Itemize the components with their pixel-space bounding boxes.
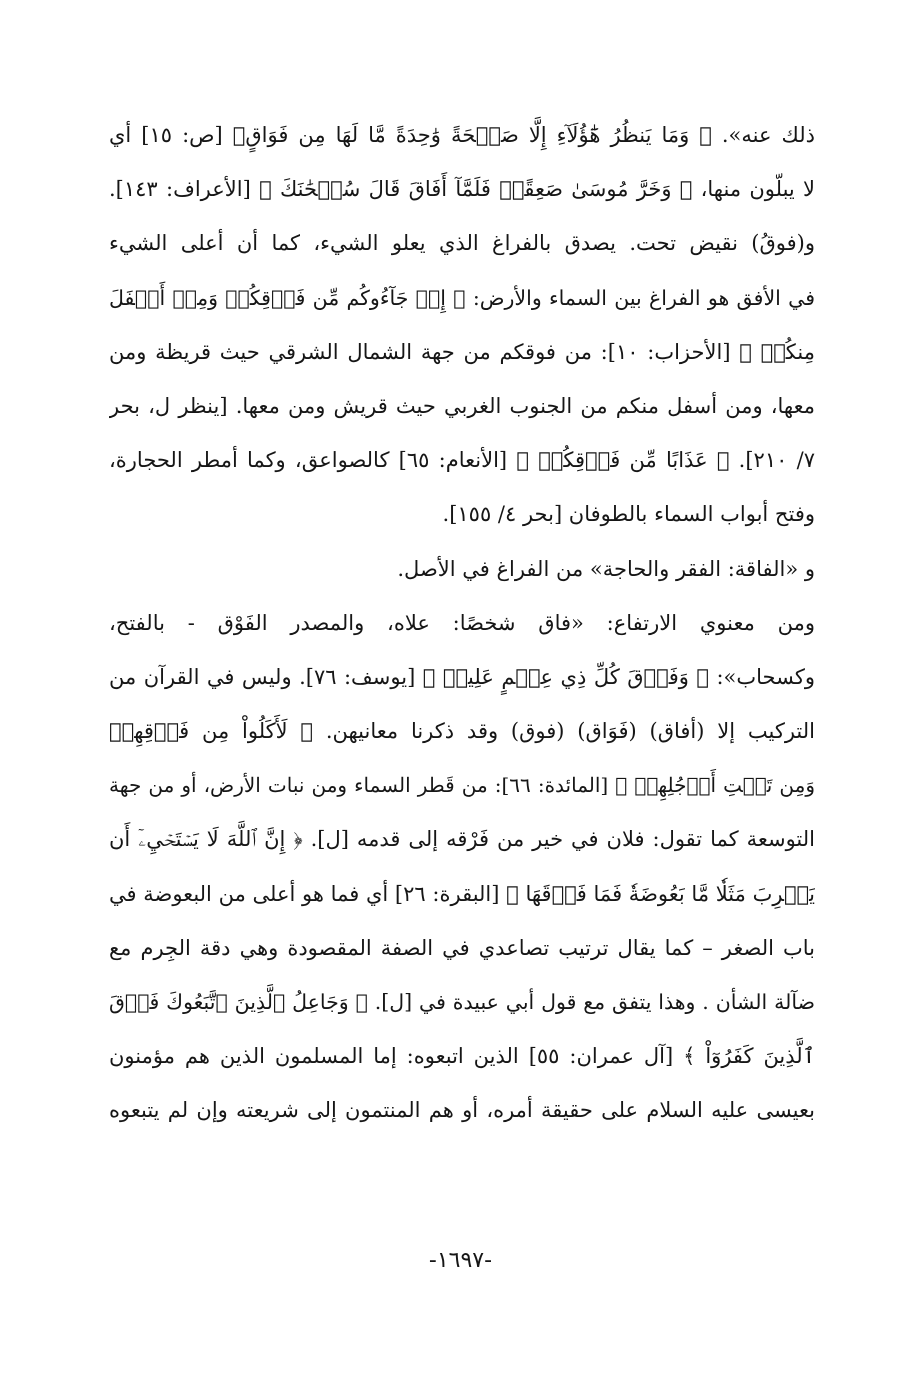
text-line: ذلك عنه». ﴿ وَمَا يَنظُرُ هَٰٓؤُلَآءِ إِلَّا صَيۡحَةً وَٰحِدَةً مَّا لَهَا مِن فَوَاقٍ﴾ [ص: ١٥] أي <box>109 123 815 147</box>
text-line: ٱلَّذِينَ كَفَرُوٓاْ ﴾ [آل عمران: ٥٥] الذين اتبعوه: إما المسلمون الذين هم مؤمنون <box>109 1044 815 1069</box>
text-line: مِنكُمۡ ﴾ [الأحزاب: ١٠]: من فوقكم من جهة الشمال الشرقي حيث قريظة ومن <box>109 339 815 364</box>
text-line: وفتح أبواب السماء بالطوفان [بحر ٤/ ١٥٥]. <box>442 502 815 527</box>
text-line: في الأفق هو الفراغ بين السماء والأرض: ﴿ إِذۡ جَآءُوكُم مِّن فَوۡقِكُمۡ وَمِنۡ أَسۡفَلَ <box>109 285 815 310</box>
text-line: يَضۡرِبَ مَثَلٗا مَّا بَعُوضَةٗ فَمَا فَوۡقَهَا ﴾ [البقرة: ٢٦] أي فما هو أعلى من البعوضة في <box>109 881 815 906</box>
text-line: التركيب إلا (أفاق) (فَوَاق) (فوق) وقد ذكرنا معانيهن. ﴿ لَأَكَلُواْ مِن فَوۡقِهِمۡ <box>109 719 815 744</box>
text-line: باب الصغر – كما يقال ترتيب تصاعدي في الصفة المقصودة وهي دقة الجِرم مع <box>109 935 815 960</box>
page-body <box>109 108 815 1228</box>
text-line: ومن معنوي الارتفاع: «فاق شخصًا: علاه، والمصدر الفَوْق - بالفتح، <box>109 610 815 635</box>
text-line: و «الفاقة: الفقر والحاجة» من الفراغ في الأصل. <box>397 556 815 581</box>
text-line: لا يبلّون منها، ﴿ وَخَرَّ مُوسَىٰ صَعِقًاۚ فَلَمَّآ أَفَاقَ قَالَ سُبۡحَٰنَكَ ﴾ [الأعراف: ١٤٣]. <box>109 177 815 202</box>
text-line: معها، ومن أسفل منكم من الجنوب الغربي حيث قريش ومن معها. [ينظر ل، بحر <box>109 393 815 418</box>
text-line: بعيسى عليه السلام على حقيقة أمره، أو هم المنتمون إلى شريعته وإن لم يتبعوه <box>109 1098 815 1123</box>
text-line: ٧/ ٢١٠]. ﴿ عَذَابًا مِّن فَوۡقِكُمۡ ﴾ [الأنعام: ٦٥] كالصواعق، وكما أمطر الحجارة، <box>109 448 815 473</box>
text-line: ضآلة الشأن . وهذا يتفق مع قول أبي عبيدة في [ل]. ﴿ وَجَاعِلُ ٱلَّذِينَ ٱتَّبَعُوكَ فَوۡقَ <box>109 990 815 1014</box>
text-line: وكسحاب»: ﴿ وَفَوۡقَ كُلِّ ذِي عِلۡمٍ عَلِيمٞ ﴾ [يوسف: ٧٦]. وليس في القرآن من <box>109 664 815 689</box>
page-number: -١٦٩٧- <box>428 1248 493 1273</box>
text-line: التوسعة كما تقول: فلان في خير من فَرْقه إلى قدمه [ل]. ﴿ إِنَّ ٱللَّهَ لَا يَسۡتَحۡيِۦٓ أَن <box>109 827 815 852</box>
text-line: و(فوقُ) نقيض تحت. يصدق بالفراغ الذي يعلو الشيء، كما أن أعلى الشيء <box>109 231 815 256</box>
text-line: وَمِن تَحۡتِ أَرۡجُلِهِمۚ ﴾ [المائدة: ٦٦]: من قَطر السماء ومن نبات الأرض، أو من جهة <box>109 773 815 798</box>
